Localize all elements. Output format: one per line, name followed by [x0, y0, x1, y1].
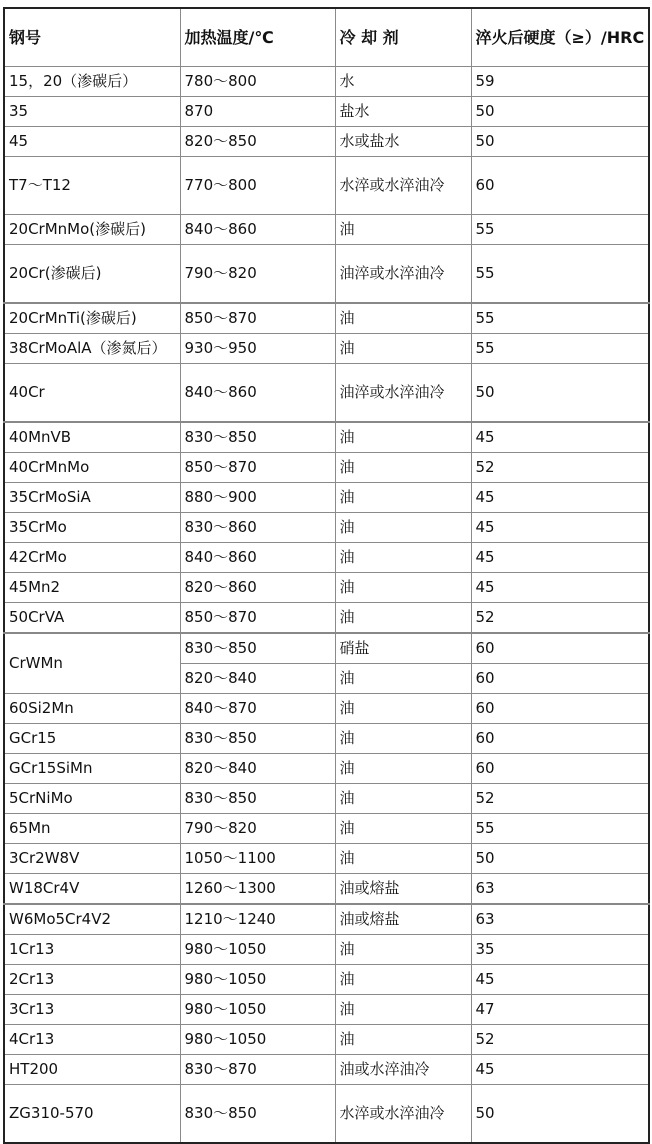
cell-heating-temp: 850～870: [180, 303, 335, 334]
cell-hardness: 52: [471, 784, 649, 814]
table-row: [4, 453, 649, 483]
cell-hardness: 47: [471, 995, 649, 1025]
cell-coolant: 油: [335, 1025, 471, 1055]
cell-hardness: 55: [471, 334, 649, 364]
cell-coolant: 水淬或水淬油冷: [335, 1085, 471, 1144]
cell-hardness: 63: [471, 904, 649, 935]
cell-steel-grade: 40MnVB: [4, 422, 180, 453]
cell-heating-temp: 980～1050: [180, 995, 335, 1025]
cell-coolant: 油: [335, 422, 471, 453]
cell-coolant: 油: [335, 694, 471, 724]
cell-hardness: 55: [471, 303, 649, 334]
cell-coolant: 水淬或水淬油冷: [335, 157, 471, 215]
table-row: [4, 215, 649, 245]
cell-heating-temp: 870: [180, 97, 335, 127]
cell-coolant: 硝盐: [335, 633, 471, 664]
cell-heating-temp: 780～800: [180, 67, 335, 97]
cell-coolant: 油淬或水淬油冷: [335, 245, 471, 304]
cell-steel-grade: 35CrMo: [4, 513, 180, 543]
cell-coolant: 油: [335, 543, 471, 573]
table-row: [4, 1025, 649, 1055]
cell-heating-temp: 770～800: [180, 157, 335, 215]
cell-heating-temp: 850～870: [180, 603, 335, 634]
cell-steel-grade: 45: [4, 127, 180, 157]
cell-steel-grade: 20CrMnMo(渗碳后): [4, 215, 180, 245]
table-row: [4, 724, 649, 754]
cell-coolant: 油: [335, 664, 471, 694]
table-row: [4, 694, 649, 724]
cell-heating-temp: 840～860: [180, 364, 335, 423]
cell-steel-grade: 38CrMoAlA（渗氮后）: [4, 334, 180, 364]
cell-coolant: 油: [335, 483, 471, 513]
quenching-table: [3, 7, 650, 1144]
cell-hardness: 50: [471, 127, 649, 157]
cell-heating-temp: 840～870: [180, 694, 335, 724]
header-coolant: 冷 却 剂: [335, 8, 471, 67]
table-row: [4, 573, 649, 603]
cell-coolant: 油或熔盐: [335, 904, 471, 935]
cell-hardness: 50: [471, 97, 649, 127]
cell-hardness: 35: [471, 935, 649, 965]
table-row: [4, 364, 649, 423]
table-row: [4, 904, 649, 935]
cell-steel-grade: 20CrMnTi(渗碳后): [4, 303, 180, 334]
table-row: [4, 754, 649, 784]
table-row: [4, 513, 649, 543]
cell-steel-grade: 45Mn2: [4, 573, 180, 603]
header-row: [4, 8, 649, 67]
cell-hardness: 50: [471, 364, 649, 423]
table-row: [4, 483, 649, 513]
cell-coolant: 油或熔盐: [335, 874, 471, 905]
cell-steel-grade: ZG310-570: [4, 1085, 180, 1144]
cell-coolant: 油: [335, 303, 471, 334]
cell-hardness: 52: [471, 1025, 649, 1055]
cell-coolant: 油: [335, 215, 471, 245]
table-row: [4, 1055, 649, 1085]
cell-heating-temp: 1050～1100: [180, 844, 335, 874]
cell-heating-temp: 830～850: [180, 633, 335, 664]
cell-steel-grade: W6Mo5Cr4V2: [4, 904, 180, 935]
cell-heating-temp: 850～870: [180, 453, 335, 483]
cell-coolant: 油: [335, 603, 471, 634]
table-row: [4, 844, 649, 874]
cell-coolant: 油: [335, 573, 471, 603]
cell-hardness: 52: [471, 603, 649, 634]
cell-heating-temp: 820～850: [180, 127, 335, 157]
cell-steel-grade: 5CrNiMo: [4, 784, 180, 814]
cell-coolant: 油: [335, 724, 471, 754]
cell-heating-temp: 830～850: [180, 724, 335, 754]
header-heating-temp: 加热温度/℃: [180, 8, 335, 67]
cell-heating-temp: 1260～1300: [180, 874, 335, 905]
cell-hardness: 45: [471, 1055, 649, 1085]
cell-hardness: 50: [471, 1085, 649, 1144]
cell-hardness: 63: [471, 874, 649, 905]
table-row: [4, 935, 649, 965]
header-hardness: 淬火后硬度（≥）/HRC: [471, 8, 649, 67]
cell-hardness: 55: [471, 245, 649, 304]
cell-coolant: 水: [335, 67, 471, 97]
cell-coolant: 盐水: [335, 97, 471, 127]
cell-coolant: 油: [335, 935, 471, 965]
table-row: [4, 633, 649, 664]
cell-heating-temp: 1210～1240: [180, 904, 335, 935]
cell-steel-grade: GCr15: [4, 724, 180, 754]
cell-coolant: 油: [335, 453, 471, 483]
table-row: [4, 97, 649, 127]
table-row: [4, 995, 649, 1025]
cell-coolant: 油: [335, 965, 471, 995]
cell-heating-temp: 980～1050: [180, 965, 335, 995]
cell-steel-grade: 20Cr(渗碳后): [4, 245, 180, 304]
cell-hardness: 45: [471, 513, 649, 543]
cell-coolant: 油: [335, 754, 471, 784]
table-row: [4, 245, 649, 304]
cell-steel-grade: 35CrMoSiA: [4, 483, 180, 513]
table-row: [4, 965, 649, 995]
cell-heating-temp: 830～870: [180, 1055, 335, 1085]
cell-steel-grade: 3Cr13: [4, 995, 180, 1025]
cell-steel-grade: T7～T12: [4, 157, 180, 215]
table-row: [4, 303, 649, 334]
cell-heating-temp: 930～950: [180, 334, 335, 364]
cell-hardness: 50: [471, 844, 649, 874]
cell-heating-temp: 830～850: [180, 422, 335, 453]
cell-heating-temp: 790～820: [180, 814, 335, 844]
table-row: [4, 543, 649, 573]
cell-coolant: 水或盐水: [335, 127, 471, 157]
cell-heating-temp: 840～860: [180, 215, 335, 245]
cell-hardness: 52: [471, 453, 649, 483]
cell-heating-temp: 980～1050: [180, 1025, 335, 1055]
cell-coolant: 油: [335, 814, 471, 844]
table-row: [4, 157, 649, 215]
cell-steel-grade: CrWMn: [4, 633, 180, 694]
table-row: [4, 874, 649, 905]
cell-steel-grade: W18Cr4V: [4, 874, 180, 905]
cell-hardness: 55: [471, 814, 649, 844]
table-row: [4, 814, 649, 844]
cell-hardness: 55: [471, 215, 649, 245]
cell-steel-grade: 65Mn: [4, 814, 180, 844]
cell-steel-grade: HT200: [4, 1055, 180, 1085]
cell-coolant: 油或水淬油冷: [335, 1055, 471, 1085]
cell-heating-temp: 830～850: [180, 784, 335, 814]
cell-heating-temp: 820～840: [180, 754, 335, 784]
cell-steel-grade: 2Cr13: [4, 965, 180, 995]
cell-hardness: 60: [471, 694, 649, 724]
cell-heating-temp: 840～860: [180, 543, 335, 573]
cell-heating-temp: 880～900: [180, 483, 335, 513]
table-row: [4, 67, 649, 97]
cell-hardness: 60: [471, 157, 649, 215]
cell-coolant: 油淬或水淬油冷: [335, 364, 471, 423]
cell-steel-grade: 4Cr13: [4, 1025, 180, 1055]
cell-heating-temp: 820～840: [180, 664, 335, 694]
cell-steel-grade: 15，20（渗碳后）: [4, 67, 180, 97]
cell-heating-temp: 830～860: [180, 513, 335, 543]
cell-coolant: 油: [335, 513, 471, 543]
table-row: [4, 784, 649, 814]
cell-heating-temp: 790～820: [180, 245, 335, 304]
cell-steel-grade: 60Si2Mn: [4, 694, 180, 724]
cell-hardness: 45: [471, 573, 649, 603]
table-row: [4, 1085, 649, 1144]
cell-coolant: 油: [335, 784, 471, 814]
cell-steel-grade: 3Cr2W8V: [4, 844, 180, 874]
cell-heating-temp: 830～850: [180, 1085, 335, 1144]
cell-heating-temp: 820～860: [180, 573, 335, 603]
cell-hardness: 60: [471, 754, 649, 784]
table-row: [4, 334, 649, 364]
cell-hardness: 59: [471, 67, 649, 97]
cell-hardness: 60: [471, 724, 649, 754]
cell-hardness: 60: [471, 633, 649, 664]
cell-steel-grade: 40CrMnMo: [4, 453, 180, 483]
cell-coolant: 油: [335, 995, 471, 1025]
cell-coolant: 油: [335, 334, 471, 364]
cell-heating-temp: 980～1050: [180, 935, 335, 965]
cell-steel-grade: GCr15SiMn: [4, 754, 180, 784]
cell-hardness: 45: [471, 543, 649, 573]
cell-steel-grade: 1Cr13: [4, 935, 180, 965]
cell-steel-grade: 42CrMo: [4, 543, 180, 573]
cell-steel-grade: 40Cr: [4, 364, 180, 423]
table-row: [4, 422, 649, 453]
cell-hardness: 45: [471, 422, 649, 453]
cell-hardness: 60: [471, 664, 649, 694]
cell-steel-grade: 50CrVA: [4, 603, 180, 634]
cell-steel-grade: 35: [4, 97, 180, 127]
header-steel-grade: 钢号: [4, 8, 180, 67]
cell-hardness: 45: [471, 483, 649, 513]
table-row: [4, 127, 649, 157]
cell-hardness: 45: [471, 965, 649, 995]
cell-coolant: 油: [335, 844, 471, 874]
table-row: [4, 603, 649, 634]
